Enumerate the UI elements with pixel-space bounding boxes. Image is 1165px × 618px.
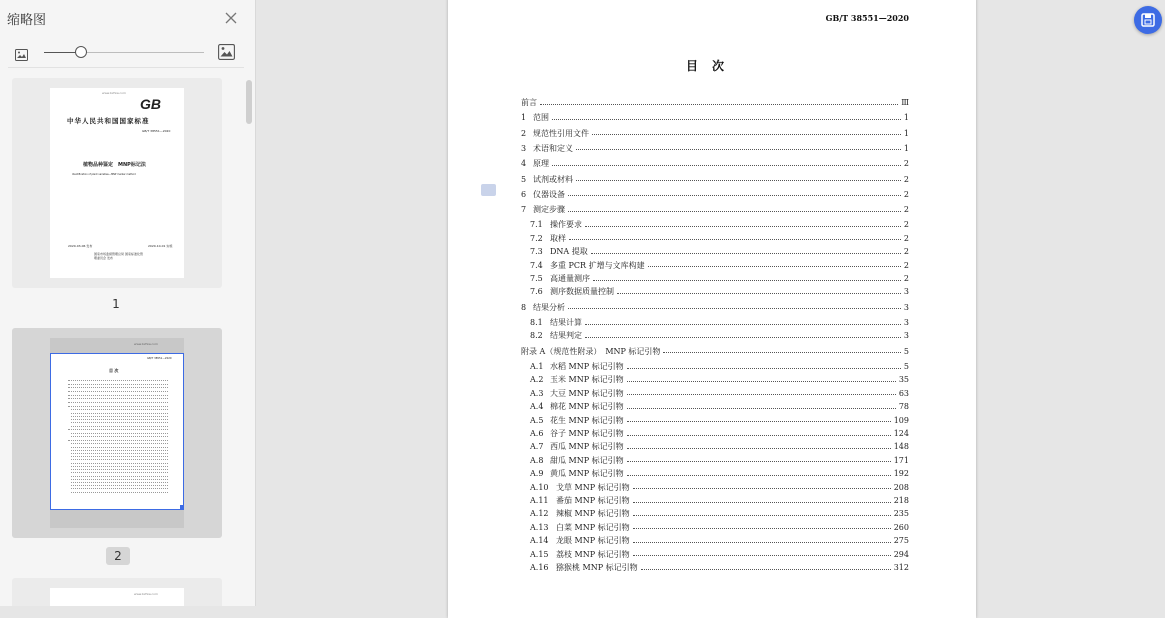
thumb-toc-line xyxy=(68,398,168,399)
toc-entry-number: A.4 xyxy=(530,402,544,412)
toc-entry-page: 109 xyxy=(893,415,909,425)
toc-entry-page: 3 xyxy=(903,331,909,341)
toc-entry-title: 戈草 MNP 标记引物 xyxy=(556,482,630,492)
toc-entry-title: 附录 A（规范性附录） MNP 标记引物 xyxy=(521,346,661,356)
sidebar-title: 缩略图 xyxy=(7,13,47,28)
sidebar-divider xyxy=(8,67,244,68)
document-viewer[interactable] xyxy=(256,0,1165,606)
toc-entry-page: 2 xyxy=(903,189,909,199)
toc-entry-page: 275 xyxy=(893,536,909,546)
toc-entry-title: 结果分析 xyxy=(533,302,565,312)
thumbnail-image xyxy=(50,588,184,606)
toc-entry[interactable] xyxy=(521,112,909,124)
toc-leader-dots xyxy=(540,104,898,105)
toc-entry[interactable] xyxy=(530,401,909,413)
toc-entry-title: 黄瓜 MNP 标记引物 xyxy=(550,469,624,479)
toc-leader-dots xyxy=(633,488,891,489)
toc-entry-number: A.15 xyxy=(530,549,549,559)
thumb-toc-line xyxy=(71,472,168,473)
toc-entry-page: 2 xyxy=(903,205,909,215)
toc-entry-number: 7.2 xyxy=(530,233,543,243)
image-small-icon[interactable] xyxy=(15,46,28,65)
toc-entry-number: 7.1 xyxy=(530,220,543,230)
thumbnail-visible-region xyxy=(50,353,184,510)
standard-code: GB/T 38551—2020 xyxy=(825,13,909,23)
toc-entry-number: A.9 xyxy=(530,469,544,479)
toc-entry-number: 8.2 xyxy=(530,331,543,341)
toc-entry-number: A.2 xyxy=(530,375,544,385)
toc-entry-title: 谷子 MNP 标记引物 xyxy=(550,429,624,438)
toc-entry-number: A.10 xyxy=(530,482,549,492)
toc-entry[interactable] xyxy=(530,468,909,480)
thumbnail-image xyxy=(50,338,184,528)
thumb-toc-line xyxy=(71,413,168,414)
toc-entry-title: 棉花 MNP 标记引物 xyxy=(550,402,624,412)
toc-entry-number: A.8 xyxy=(530,455,544,465)
toc-entry-number: A.7 xyxy=(530,442,544,452)
toc-entry-title: 白菜 MNP 标记引物 xyxy=(556,522,630,532)
toc-title: 目次 xyxy=(685,59,738,73)
toc-entry-number: 7.6 xyxy=(530,287,543,297)
toc-entry-page: 218 xyxy=(893,496,909,505)
toc-leader-dots xyxy=(568,195,901,196)
toc-leader-dots xyxy=(627,394,896,395)
toc-entry[interactable] xyxy=(521,128,909,140)
toc-entry-number: A.12 xyxy=(530,509,549,519)
toc-entry-page: 3 xyxy=(903,302,909,312)
toc-entry[interactable] xyxy=(530,428,909,440)
toc-entry-title: 大豆 MNP 标记引物 xyxy=(550,388,624,398)
thumb-doc-title-en: Identification of plant varieties—MNP marker method xyxy=(72,173,136,176)
toc-entry-title: 规范性引用文件 xyxy=(533,128,589,138)
thumb-toc-line xyxy=(71,488,168,489)
toc-entry-title: 测序数据质量控制 xyxy=(550,287,614,297)
toc-leader-dots xyxy=(617,293,901,294)
toc-entry[interactable] xyxy=(530,522,909,534)
toc-leader-dots xyxy=(593,280,901,281)
thumbnail-image xyxy=(50,88,184,278)
zoom-slider-thumb[interactable] xyxy=(75,46,87,58)
toc-leader-dots xyxy=(627,435,891,436)
toc-entry-title: 猕猴桃 MNP 标记引物 xyxy=(556,563,638,572)
toc-entry[interactable] xyxy=(521,143,909,155)
toc-entry-title: 前言 xyxy=(521,98,537,107)
toc-entry-page: 260 xyxy=(893,522,909,532)
toc-entry-page: 3 xyxy=(903,318,909,327)
toc-entry-title: 测定步骤 xyxy=(533,205,565,215)
toc-leader-dots xyxy=(663,352,900,353)
thumb-toc-line xyxy=(71,476,168,477)
toc-entry-number: 6 xyxy=(521,189,527,199)
gb-logo: GB xyxy=(140,96,161,112)
toc-entry[interactable] xyxy=(530,273,909,285)
toc-entry-page: 1 xyxy=(903,113,909,123)
toc-leader-dots xyxy=(633,555,891,556)
thumb-toc-line xyxy=(71,485,168,486)
thumb-toc-line xyxy=(68,380,168,381)
thumb-site: www.bzfxw.com xyxy=(102,91,126,95)
thumbnail-page-1[interactable] xyxy=(12,78,222,288)
toc-entry[interactable] xyxy=(530,562,909,574)
thumb-toc-line xyxy=(68,402,168,403)
toc-entry-page: 2 xyxy=(903,233,909,243)
toc-entry-number: A.1 xyxy=(530,362,544,371)
toc-entry-title: 试剂或材料 xyxy=(533,174,573,184)
thumbnail-page-3[interactable] xyxy=(12,578,222,606)
toc-leader-dots xyxy=(627,421,891,422)
toc-entry-page: 124 xyxy=(893,429,909,438)
thumb-toc-line xyxy=(71,469,168,470)
image-large-icon[interactable] xyxy=(218,44,235,64)
toc-entry[interactable] xyxy=(530,361,909,373)
toc-entry[interactable] xyxy=(530,233,909,245)
toc-entry-page: 5 xyxy=(903,346,909,356)
save-to-drive-icon[interactable] xyxy=(1134,6,1162,34)
toc-leader-dots xyxy=(633,542,891,543)
close-icon[interactable] xyxy=(223,10,239,26)
toc-leader-dots xyxy=(585,337,901,338)
thumb-toc-line xyxy=(71,409,168,410)
thumb-code: GB/T 38551—2020 xyxy=(142,129,171,133)
thumb-toc-line xyxy=(68,384,168,385)
toc-entry-page: Ⅲ xyxy=(901,98,909,107)
toc-entry[interactable] xyxy=(530,374,909,386)
toc-leader-dots xyxy=(627,368,901,369)
thumb-toc-line xyxy=(71,482,168,483)
toc-entry-title: DNA 提取 xyxy=(550,247,588,257)
toc-entry-number: 1 xyxy=(521,113,527,123)
toc-entry[interactable] xyxy=(521,204,909,216)
toc-entry[interactable] xyxy=(521,302,909,314)
toc-entry-title: 龙眼 MNP 标记引物 xyxy=(556,536,630,546)
toc-entry[interactable] xyxy=(530,495,909,507)
toc-entry-title: 多重 PCR 扩增与文库构建 xyxy=(550,260,645,270)
toc-entry-number: 7.5 xyxy=(530,274,543,283)
thumb-toc-line xyxy=(68,387,168,388)
thumb-date-right: 2020-10-01 实施 xyxy=(148,244,173,248)
toc-leader-dots xyxy=(627,448,891,449)
thumb-heading: 目 次 xyxy=(109,368,119,373)
toc-entry-title: 玉米 MNP 标记引物 xyxy=(550,375,624,385)
toc-entry-page: 1 xyxy=(903,143,909,153)
toc-entry-title: 高通量测序 xyxy=(550,274,590,283)
toc-entry-number: 7 xyxy=(521,205,527,215)
thumb-toc-line xyxy=(68,429,168,430)
thumb-code: GB/T 38551—2020 xyxy=(147,357,172,360)
toc-leader-dots xyxy=(576,180,901,181)
toc-entry-title: 结果计算 xyxy=(550,318,582,327)
toc-leader-dots xyxy=(633,502,891,503)
toc-entry-title: 原理 xyxy=(533,159,549,169)
toc-entry[interactable] xyxy=(521,189,909,201)
toc-entry-number: 7.4 xyxy=(530,260,543,270)
toc-entry-title: 花生 MNP 标记引物 xyxy=(550,415,624,425)
thumb-toc-line xyxy=(71,419,168,420)
thumb-resize-handle[interactable] xyxy=(180,505,184,509)
toc-entry-number: 8 xyxy=(521,302,527,312)
toc-entry-page: 5 xyxy=(903,362,909,371)
thumb-toc-line xyxy=(71,443,168,444)
toc-entry-number: 2 xyxy=(521,128,527,138)
toc-leader-dots xyxy=(627,461,891,462)
thumbnail-page-number-selected: 2 xyxy=(106,547,130,565)
toc-entry-number: A.3 xyxy=(530,388,544,398)
toc-entry[interactable] xyxy=(530,246,909,258)
thumbnail-page-2[interactable] xyxy=(12,328,222,538)
thumb-site: www.bzfxw.com xyxy=(134,592,158,596)
toc-leader-dots xyxy=(576,149,901,150)
toc-entry[interactable] xyxy=(530,260,909,272)
thumb-site: www.bzfxw.com xyxy=(134,342,158,346)
toc-leader-dots xyxy=(569,239,901,240)
toc-entry-page: 2 xyxy=(903,159,909,169)
toc-entry-page: 192 xyxy=(893,469,909,479)
toc-entry-page: 294 xyxy=(893,549,909,559)
toc-entry-page: 78 xyxy=(898,402,909,412)
thumb-toc-line xyxy=(71,492,168,493)
thumb-toc-line xyxy=(71,456,168,457)
toc-entry-page: 2 xyxy=(903,260,909,270)
toc-entry-title: 结果判定 xyxy=(550,331,582,341)
toc-entry-page: 2 xyxy=(903,220,909,230)
toc-entry-page: 1 xyxy=(903,128,909,138)
toc-entry-title: 水稻 MNP 标记引物 xyxy=(550,362,624,371)
toc-entry-title: 取样 xyxy=(550,233,566,243)
sidebar-scrollbar[interactable] xyxy=(246,80,252,124)
toc-entry-title: 辣椒 MNP 标记引物 xyxy=(556,509,630,519)
toc-entry[interactable] xyxy=(530,549,909,561)
thumb-toc-line xyxy=(71,433,168,434)
toc-entry-number: 5 xyxy=(521,174,527,184)
toc-entry[interactable] xyxy=(530,330,909,342)
document-page xyxy=(448,0,976,618)
thumb-date-left: 2020-03-06 发布 xyxy=(68,244,93,248)
toc-entry[interactable] xyxy=(530,219,909,231)
thumb-toc-line xyxy=(71,416,168,417)
toc-entry-page: 2 xyxy=(903,247,909,257)
toc-entry[interactable] xyxy=(530,441,909,453)
thumbnail-sidebar xyxy=(0,0,256,606)
toc-entry[interactable] xyxy=(521,346,909,358)
toc-leader-dots xyxy=(585,324,901,325)
toc-entry-page: 235 xyxy=(893,509,909,519)
toc-entry-title: 荔枝 MNP 标记引物 xyxy=(556,549,630,559)
thumb-toc-line xyxy=(71,422,168,423)
toc-entry[interactable] xyxy=(530,455,909,467)
thumb-toc-line xyxy=(71,463,168,464)
toc-entry[interactable] xyxy=(530,286,909,298)
toc-entry-number: A.11 xyxy=(530,496,549,505)
thumb-doc-title: 植物品种鉴定 MNP标记法 xyxy=(83,162,146,168)
toc-leader-dots xyxy=(633,528,891,529)
thumb-toc-line xyxy=(68,395,168,396)
thumb-toc-line xyxy=(71,459,168,460)
toc-leader-dots xyxy=(585,226,901,227)
toc-leader-dots xyxy=(552,165,901,166)
toc-leader-dots xyxy=(568,211,901,212)
thumb-org: 中华人民共和国国家标准 xyxy=(67,117,150,125)
toc-entry-title: 仪器设备 xyxy=(533,189,565,199)
toc-leader-dots xyxy=(592,134,901,135)
thumb-toc-line xyxy=(71,447,168,448)
thumb-toc-line xyxy=(71,479,168,480)
toc-entry-title: 范围 xyxy=(533,113,549,123)
toc-entry-page: 63 xyxy=(898,388,909,398)
toc-entry-title: 西瓜 MNP 标记引物 xyxy=(550,442,624,452)
thumb-toc-line xyxy=(71,436,168,437)
toc-entry-page: 148 xyxy=(893,442,909,452)
thumb-toc-line xyxy=(71,426,168,427)
toc-entry[interactable] xyxy=(530,388,909,400)
toc-entry-number: A.14 xyxy=(530,536,549,546)
toc-entry-page: 2 xyxy=(903,274,909,283)
toc-entry[interactable] xyxy=(521,97,909,109)
thumbnail-zoom-control xyxy=(14,44,236,62)
toc-entry-number: A.5 xyxy=(530,415,544,425)
toc-entry-page: 208 xyxy=(893,482,909,492)
thumb-toc-line xyxy=(71,453,168,454)
toc-leader-dots xyxy=(627,475,891,476)
thumbnail-page-number: 1 xyxy=(112,297,120,311)
toc-leader-dots xyxy=(641,569,891,570)
toc-entry-page: 3 xyxy=(903,287,909,297)
toc-entry[interactable] xyxy=(530,482,909,494)
toc-entry-page: 2 xyxy=(903,174,909,184)
thumb-toc-line xyxy=(71,466,168,467)
toc-leader-dots xyxy=(633,515,891,516)
thumb-toc-line xyxy=(68,391,168,392)
annotation-icon[interactable] xyxy=(481,184,496,196)
toc-entry[interactable] xyxy=(530,535,909,547)
toc-entry[interactable] xyxy=(530,508,909,520)
toc-leader-dots xyxy=(648,266,901,267)
thumb-publisher: 国家市场监督管理总局 国家标准化管理委员会 发布 xyxy=(94,252,143,260)
toc-entry-number: A.13 xyxy=(530,522,549,532)
toc-leader-dots xyxy=(591,253,901,254)
toc-entry-page: 35 xyxy=(898,375,909,385)
toc-entry-title: 术语和定义 xyxy=(533,143,573,153)
toc-entry-title: 操作要求 xyxy=(550,220,582,230)
toc-entry-title: 番茄 MNP 标记引物 xyxy=(556,496,630,505)
toc-leader-dots xyxy=(568,308,901,309)
toc-entry[interactable] xyxy=(530,415,909,427)
toc-entry-page: 171 xyxy=(893,455,909,465)
toc-entry-number: A.6 xyxy=(530,429,544,438)
toc-entry-number: 8.1 xyxy=(530,318,543,327)
toc-entry-number: 4 xyxy=(521,159,527,169)
thumb-toc-line xyxy=(68,406,168,407)
toc-entry-number: A.16 xyxy=(530,563,549,572)
toc-leader-dots xyxy=(627,408,896,409)
thumb-toc-line xyxy=(71,450,168,451)
thumb-toc-line xyxy=(68,440,168,441)
toc-entry-title: 甜瓜 MNP 标记引物 xyxy=(550,455,624,465)
toc-leader-dots xyxy=(552,119,901,120)
toc-entry[interactable] xyxy=(521,174,909,186)
toc-entry-number: 7.3 xyxy=(530,247,543,257)
toc-entry[interactable] xyxy=(530,317,909,329)
toc-entry-page: 312 xyxy=(893,563,909,572)
toc-leader-dots xyxy=(627,381,896,382)
toc-entry[interactable] xyxy=(521,158,909,170)
toc-entry-number: 3 xyxy=(521,143,527,153)
